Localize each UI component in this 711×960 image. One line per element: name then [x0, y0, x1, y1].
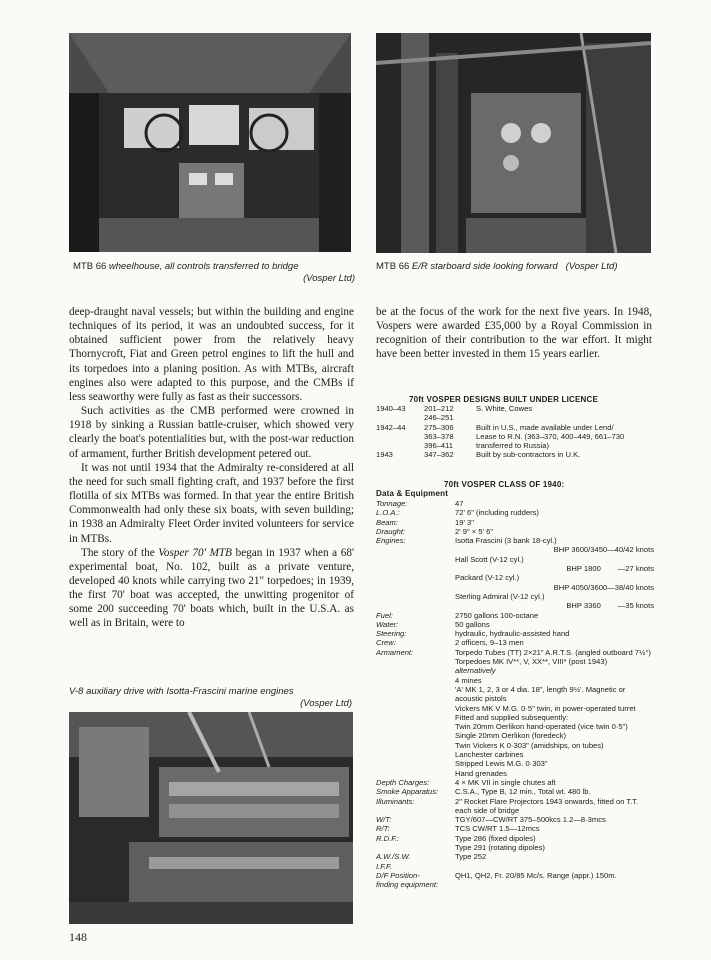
class-table-subtitle: Data & Equipment	[376, 489, 449, 498]
spec-value-line: Hand grenades	[455, 768, 507, 778]
spec-value	[455, 648, 654, 778]
spec-value-line: Twin Vickers K 0·303" (amidships, on tubes)	[455, 740, 604, 750]
spec-row	[376, 611, 654, 620]
spec-value-line: Type 286 (fixed dipoles)	[455, 833, 536, 843]
wheelhouse-caption: MTB 66 wheelhouse, all controls transferred to bridge (Vosper Ltd)	[73, 261, 355, 284]
licence-numbers: 275–306 363–378 396–411	[424, 422, 454, 451]
spec-value-line: 72' 6" (including rudders)	[455, 508, 539, 518]
right-column-text	[376, 305, 652, 362]
spec-value	[455, 797, 654, 816]
spec-value-line: Lanchester carbines	[455, 750, 524, 760]
spec-value-line: hydraulic, hydraulic-assisted hand	[455, 629, 570, 639]
spec-value-line: BHP 4050/3600—38/40 knots	[553, 582, 654, 592]
auxiliary-drive-caption: V-8 auxiliary drive with Isotta-Frascini marine engines (Vosper Ltd)	[69, 686, 352, 709]
paragraph: Such activities as the CMB performed were crowned in 1918 by sinking a Russian battle-cruiser, which showed very clearly the boat's potentialities but, with the post-war reduction of armament, further British development petered out.	[69, 405, 354, 460]
licence-numbers: 201–212 246–251	[424, 404, 454, 423]
spec-value-line: Torpedo Tubes (TT) 2×21" A.R.T.S. (angled outboard 7½°)	[455, 647, 651, 657]
spec-value	[455, 499, 654, 508]
spec-value	[455, 611, 654, 620]
spec-value-line: Torpedoes MK IV**, V, XX**, VIII* (post 1943)	[455, 657, 608, 667]
spec-value-line: 2' 9" × 5' 6"	[455, 526, 494, 536]
spec-key: W/T:	[376, 815, 392, 825]
licence-row	[376, 450, 656, 459]
spec-value-line: Type 252	[455, 852, 487, 862]
spec-key: Armament:	[376, 647, 414, 657]
licence-description: S. White, Cowes	[476, 404, 533, 413]
spec-row	[376, 518, 654, 527]
spec-key: R/T:	[376, 824, 390, 834]
spec-key: D/F Position- finding equipment:	[376, 870, 439, 890]
spec-key: Draught:	[376, 526, 406, 536]
spec-row	[376, 648, 654, 778]
spec-value-line: TCS CW/RT 1.5—12mcs	[455, 824, 540, 834]
spec-value	[455, 778, 654, 787]
paragraph: It was not until 1934 that the Admiralty re-considered at all the need for such small fighting craft, and 1937 before the first flotilla of six MTBs was formed. In that year the entire British Commonwealth had only these six boats, with seven building; in 1938 an Admiralty Fleet Order invited volunteers for service in MTBs.	[69, 461, 354, 545]
spec-value	[455, 787, 654, 796]
spec-value-line: Twin 20mm Oerlikon hand-operated (vice twin 0·5")	[455, 722, 628, 732]
spec-value-line: 2 officers, 9–13 men	[455, 638, 524, 648]
spec-value-line: Stripped Lewis M.G. 0·303"	[455, 759, 548, 769]
licence-description: Built in U.S., made available under Lend/ Lease to R.N. (363–370, 400–449, 661–730 transferred to Russia)	[476, 422, 625, 451]
spec-row	[376, 638, 654, 647]
spec-key: Beam:	[376, 517, 398, 527]
spec-key: Depth Charges:	[376, 777, 430, 787]
spec-value-line: BHP 3600/3450—40/42 knots	[553, 545, 654, 555]
spec-row	[376, 797, 654, 816]
spec-value-line: 'A' MK 1, 2, 3 or 4 dia. 18", length 9½'. Magnetic or acoustic pistols	[455, 684, 626, 704]
spec-value	[455, 536, 654, 610]
class-table-title: 70ft VOSPER CLASS OF 1940:	[444, 480, 565, 489]
spec-value-line: 4 mines	[455, 675, 482, 685]
spec-value-line: Sterling Admiral (V-12 cyl.)	[455, 591, 545, 601]
spec-value-line: Vickers MK V M.G. 0·5" twin, in power-operated turret	[455, 703, 636, 713]
spec-value	[455, 871, 654, 890]
spec-value-line: Hall Scott (V-12 cyl.)	[455, 554, 524, 564]
spec-value	[455, 508, 654, 517]
spec-key: Water:	[376, 619, 399, 629]
engine-room-caption: MTB 66 E/R starboard side looking forward (Vosper Ltd)	[376, 261, 618, 272]
spec-value-line: Fitted and supplied subsequently:	[455, 712, 569, 722]
spec-key: Engines:	[376, 536, 406, 546]
spec-value-line: 19' 3"	[455, 517, 474, 527]
spec-key: Tonnage:	[376, 499, 408, 508]
licence-description: Built by sub-contractors in U.K.	[476, 450, 581, 460]
spec-value-line: C.S.A., Type B, 12 min., Total wt. 480 lb.	[455, 787, 591, 797]
left-column-text	[69, 305, 354, 631]
spec-row	[376, 527, 654, 536]
spec-row	[376, 824, 654, 833]
spec-value-line: 2" Rocket Flare Projectors 1943 onwards, fitted on T.T. each side of bridge	[455, 796, 639, 815]
spec-value	[455, 620, 654, 629]
spec-row	[376, 499, 654, 508]
spec-value-line: 50 gallons	[455, 619, 490, 629]
licence-years: 1942–44	[376, 422, 406, 432]
spec-row	[376, 834, 654, 853]
spec-key: Illuminants:	[376, 796, 415, 806]
spec-value	[455, 629, 654, 638]
spec-value	[455, 518, 654, 527]
spec-row	[376, 852, 654, 871]
spec-row	[376, 787, 654, 796]
spec-value-line: TGY/607—CW/RT 375–500kcs 1.2—8·3mcs	[455, 815, 606, 825]
wheelhouse-photo	[69, 33, 351, 252]
spec-key: Fuel:	[376, 610, 393, 620]
spec-value-line: alternatively	[455, 666, 496, 676]
page-number: 148	[69, 930, 87, 944]
spec-value-line: Packard (V-12 cyl.)	[455, 573, 520, 583]
spec-row	[376, 536, 654, 610]
paragraph: The story of the Vosper 70' MTB began in 1937 when a 68' experimental boat, No. 102, built as a private venture, developed 40 knots while carrying two 21" torpedoes; in 1939, the first 70' boat was accepted, the unwitting progenitor of some 200 succeeding 70' boats which, built in the U.S.A. as well as in Britain, were to	[69, 546, 354, 630]
spec-value-line: 4 × MK VII in single chutes aft	[455, 777, 556, 787]
spec-row	[376, 620, 654, 629]
licence-table-title: 70ft VOSPER DESIGNS BUILT UNDER LICENCE	[409, 395, 599, 404]
spec-value	[455, 834, 654, 853]
spec-key: L.O.A.:	[376, 508, 400, 518]
engine-room-photo	[376, 33, 651, 253]
spec-value	[455, 527, 654, 536]
spec-value-line: BHP 3360 —35 knots	[566, 601, 654, 611]
spec-value	[455, 638, 654, 647]
spec-key: Crew:	[376, 638, 396, 648]
licence-numbers: 347–362	[424, 450, 454, 460]
spec-key: A.W./S.W. I.F.F.	[376, 852, 411, 871]
paragraph: be at the focus of the work for the next five years. In 1948, Vospers were awarded £35,000 by a Royal Commission in recognition of their contribution to the war effort. It might have been better invested in them 15 years earlier.	[376, 306, 652, 361]
spec-value-line: 47	[455, 499, 464, 508]
spec-value-line: Isotta Frascini (3 bank 18-cyl.)	[455, 536, 557, 546]
spec-key: Steering:	[376, 629, 407, 639]
licence-years: 1943	[376, 450, 393, 460]
spec-row	[376, 508, 654, 517]
spec-value	[455, 824, 654, 833]
spec-value-line: QH1, QH2, Fr. 20/85 Mc/s. Range (appr.) 150m.	[455, 870, 617, 880]
spec-value-line: 2750 gallons 100-octane	[455, 610, 539, 620]
spec-value	[455, 815, 654, 824]
spec-key: R.D.F.:	[376, 833, 400, 843]
licence-years: 1940–43	[376, 404, 406, 413]
licence-table	[376, 404, 656, 460]
spec-value-line: BHP 1800 —27 knots	[566, 564, 654, 574]
spec-row	[376, 778, 654, 787]
spec-value	[455, 852, 654, 871]
auxiliary-drive-photo	[69, 712, 353, 924]
class-table	[376, 499, 654, 889]
spec-row	[376, 871, 654, 890]
paragraph: deep-draught naval vessels; but within the building and engine techniques of its period, it was an undoubted success, for it obtained sufficient power from the relatively heavy Thornycroft, Fiat and Green petrol engines to lift the hull and its torpedoes into a planing position. As with MTBs, aircraft engines also were adapted to this purpose, and the CMBs if less seaworthy were fully as fast as their successors.	[69, 306, 354, 403]
licence-row	[376, 404, 656, 423]
spec-value-line: Single 20mm Oerlikon (foredeck)	[455, 731, 566, 741]
spec-row	[376, 815, 654, 824]
spec-key: Smoke Apparatus:	[376, 787, 439, 797]
licence-row	[376, 423, 656, 451]
spec-value-line: Type 291 (rotating dipoles)	[455, 842, 545, 852]
spec-row	[376, 629, 654, 638]
